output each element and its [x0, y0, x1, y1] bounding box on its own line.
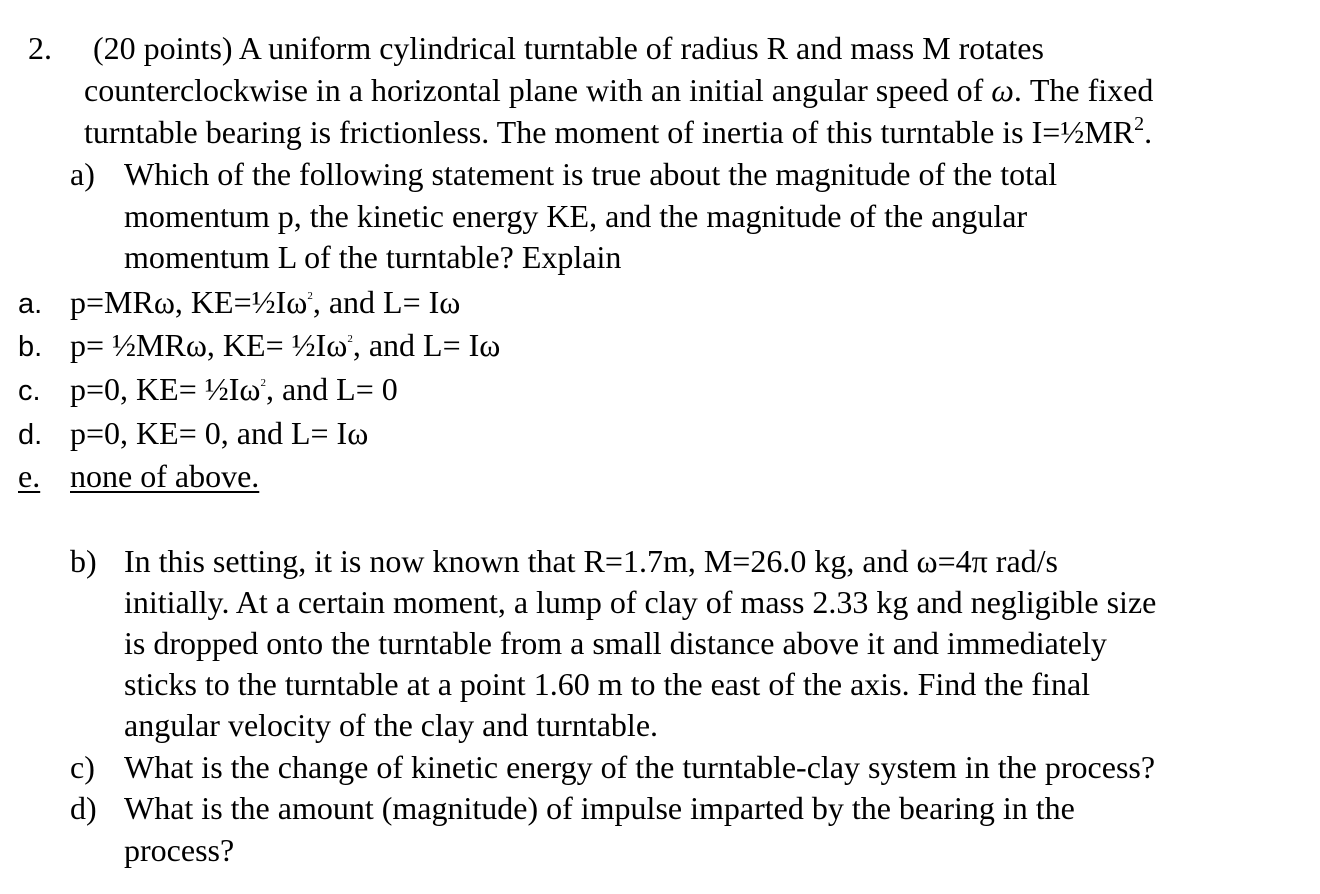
choice-a [18, 282, 42, 326]
choice-d-letter: d. [18, 419, 43, 451]
choice-b-text [70, 325, 500, 375]
part-b-line-1: In this setting, it is now known that R=1.7m, M=26.0 kg, and ω=4π rad/s [124, 543, 1058, 579]
stem-line-2-end: . The fixed [1013, 72, 1154, 108]
choice-a-superscript: 2 [307, 290, 313, 302]
part-b-label: b) [70, 543, 97, 579]
choice-b-superscript: 2 [347, 333, 353, 345]
part-b-line-5: angular velocity of the clay and turntable. [124, 707, 659, 743]
choice-e-main: none of above. [70, 458, 260, 494]
choice-b-main: p= ½MRω, KE= ½Iω [70, 327, 348, 363]
part-d-label: d) [70, 790, 97, 826]
choice-c-letter: c. [18, 375, 41, 407]
stem-line-3-text: turntable bearing is frictionless. The moment of inertia of this turntable is I=½MR [84, 114, 1135, 150]
stem-line-3 [84, 112, 1152, 159]
choice-b-letter: b. [18, 331, 43, 363]
part-c-label: c) [70, 749, 95, 785]
choice-b-end: , and L= Iω [352, 327, 501, 363]
choice-c-end: , and L= 0 [265, 371, 398, 407]
choice-b [18, 325, 42, 369]
part-a-line-2: momentum p, the kinetic energy KE, and the magnitude of the angular [124, 198, 1028, 234]
stem-line-1: (20 points) A uniform cylindrical turntable of radius R and mass M rotates [93, 30, 1044, 66]
choice-a-main: p=MRω, KE=½Iω [70, 284, 308, 320]
part-a-line-1: Which of the following statement is true about the magnitude of the total [124, 156, 1058, 192]
stem-line-2 [84, 70, 1153, 112]
choice-e [18, 456, 40, 498]
part-a-label: a) [70, 156, 95, 192]
stem-line-2-text: counterclockwise in a horizontal plane with an initial angular speed of [84, 72, 992, 108]
choice-c-superscript: 2 [260, 377, 266, 389]
choice-e-text [70, 456, 259, 498]
part-a-line-3: momentum L of the turntable? Explain [124, 239, 622, 275]
part-c-line-1: What is the change of kinetic energy of the turntable-clay system in the process? [124, 749, 1156, 785]
part-b-line-4: sticks to the turntable at a point 1.60 m to the east of the axis. Find the final [124, 666, 1091, 702]
part-b-line-2: initially. At a certain moment, a lump of clay of mass 2.33 kg and negligible size [124, 584, 1157, 620]
choice-c-main: p=0, KE= ½Iω [70, 371, 261, 407]
part-b-line-3: is dropped onto the turntable from a small distance above it and immediately [124, 625, 1107, 661]
problem-number: 2. [28, 30, 52, 66]
part-d-line-1: What is the amount (magnitude) of impulse imparted by the bearing in the [124, 790, 1075, 826]
choice-d-text: p=0, KE= 0, and L= Iω [70, 415, 369, 451]
choice-a-end: , and L= Iω [312, 284, 461, 320]
choice-d [18, 413, 42, 457]
choice-c [18, 369, 41, 413]
part-d-line-2: process? [124, 832, 235, 868]
stem-line-3-superscript: 2 [1134, 113, 1145, 135]
choice-a-letter: a. [18, 288, 43, 320]
omega-symbol: ω [991, 72, 1014, 108]
stem-line-3-end: . [1144, 114, 1153, 150]
choice-e-letter: e. [18, 458, 41, 494]
choice-c-text [70, 369, 398, 419]
